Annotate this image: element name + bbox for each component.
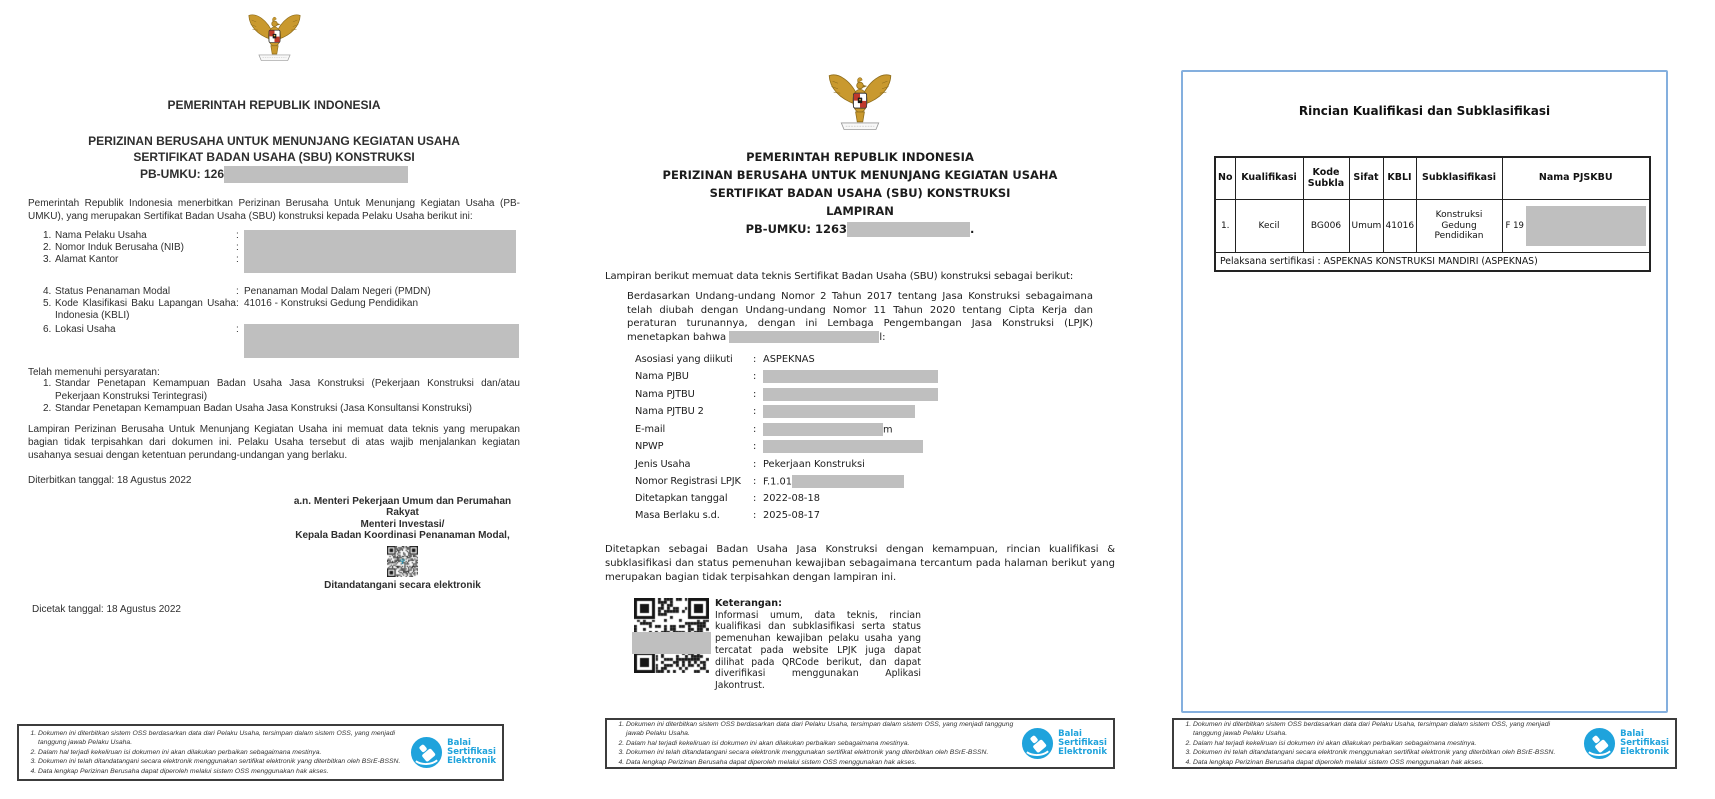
- issued-date: Diterbitkan tanggal: 18 Agustus 2022: [28, 474, 192, 486]
- field-row-nama-pjbu: Nama PJBU :: [605, 370, 1115, 384]
- oss-footer-note: [17, 724, 504, 781]
- cell-no: 1.: [1215, 200, 1235, 253]
- garuda-emblem-icon: [605, 66, 1115, 138]
- page1-title-line1: PERIZINAN BERUSAHA UNTUK MENUNJANG KEGIATAN USAHA: [88, 134, 460, 148]
- col-header-nama-pjskbu: Nama PJSKBU: [1502, 157, 1650, 200]
- field-row-status-penanaman-modal: 4. Status Penanaman Modal : Penanaman Modal Dalam Negeri (PMDN): [43, 286, 431, 298]
- printed-date: Dicetak tanggal: 18 Agustus 2022: [32, 604, 181, 616]
- page1-agency-heading: PEMERINTAH REPUBLIK INDONESIA: [167, 98, 381, 112]
- col-header-kbli: KBLI: [1383, 157, 1416, 200]
- footer-note: 3. Dokumen ini telah ditandatangani secara elektronik menggunakan sertifikat elektronik yang diterbitkan oleh BSrE-BSSN.: [626, 748, 1015, 758]
- footer-note: 1. Dokumen ini diterbitkan sistem OSS berdasarkan data dari Pelaku Usaha, tersimpan dalam sistem OSS, yang menjadi tanggung jawab Pelaku Usaha.: [1193, 720, 1577, 739]
- keterangan-body: Informasi umum, data teknis, rincian kualifikasi dan subklasifikasi serta status pemenuhan kewajiban pelaku usaha yang tercatat pada website LPJK juga dapat dilihat pada QRCode berikut, dan dapat diverifikasi menggunakan Aplikasi Jakontrust.: [715, 609, 921, 692]
- requirements-heading: Telah memenuhi persyaratan:: [28, 367, 160, 379]
- signature-qr-code: [387, 546, 418, 577]
- redaction-box: [244, 230, 516, 242]
- field-row-lokasi-usaha: 6. Lokasi Usaha :: [28, 324, 520, 358]
- balai-sertifikasi-logo: Balai Sertifikasi Elektronik: [410, 736, 496, 769]
- footer-note: 3. Dokumen ini telah ditandatangani secara elektronik menggunakan sertifikat elektronik yang diterbitkan oleh BSrE-BSSN.: [1193, 748, 1577, 758]
- signature-authority-line2: Menteri Investasi/: [360, 518, 445, 530]
- cell-kualifikasi: Kecil: [1235, 200, 1303, 253]
- oss-footer-note: [1172, 718, 1677, 769]
- oss-footer-note: [605, 718, 1115, 769]
- field-row-nomor-registrasi-lpjk: Nomor Registrasi LPJK : F.1.01: [605, 475, 1115, 489]
- field-row-nama-pjtbu-2: Nama PJTBU 2 :: [605, 405, 1115, 419]
- footer-notes-list: [613, 720, 1015, 768]
- pelaksana-sertifikasi-note: Pelaksana sertifikasi : ASPEKNAS KONSTRUKSI MANDIRI (ASPEKNAS): [1215, 253, 1650, 272]
- page2-field-list: [605, 353, 1115, 522]
- cell-kode-subkla: BG006: [1303, 200, 1349, 253]
- page2-title-line1: PERIZINAN BERUSAHA UNTUK MENUNJANG KEGIATAN USAHA: [662, 168, 1058, 182]
- field-row-nib: 2. Nomor Induk Berusaha (NIB) :: [28, 242, 520, 254]
- field-row-nama-pjtbu: Nama PJTBU :: [605, 388, 1115, 402]
- lpjk-qr-code: [634, 598, 709, 673]
- signature-authority-line1: a.n. Menteri Pekerjaan Umum dan Perumahan Rakyat: [293, 495, 512, 519]
- stamp-icon: [1021, 727, 1054, 760]
- garuda-emblem-icon: [28, 10, 520, 65]
- table-header-row: [1215, 157, 1650, 200]
- col-header-sifat: Sifat: [1349, 157, 1383, 200]
- keterangan-block: [715, 598, 921, 692]
- signature-authority-line3: Kepala Badan Koordinasi Penanaman Modal,: [295, 530, 510, 542]
- page-sbu-certificate: [28, 0, 520, 615]
- field-row-masa-berlaku: Masa Berlaku s.d. : 2025-08-17: [635, 510, 820, 521]
- cell-subklasifikasi: Konstruksi Gedung Pendidikan: [1416, 200, 1502, 253]
- redaction-box: [632, 632, 711, 655]
- cell-nama-pjskbu: F 19: [1502, 200, 1650, 253]
- lpjk-qr-block: [634, 598, 1115, 692]
- page1-intro-paragraph: Pemerintah Republik Indonesia menerbitkan Perizinan Berusaha Untuk Menunjang Kegiatan Usaha (PB-UMKU), yang merupakan Sertifikat Badan Usaha (SBU) konstruksi kepada Pelaku Usaha berikut ini:: [28, 198, 520, 223]
- field-row-alamat-kantor: 3. Alamat Kantor :: [28, 254, 520, 273]
- field-row-nama-pelaku-usaha: 1. Nama Pelaku Usaha :: [28, 230, 520, 242]
- page1-field-list: [28, 230, 520, 358]
- page1-title-line2: SERTIFIKAT BADAN USAHA (SBU) KONSTRUKSI: [133, 150, 415, 164]
- page3-title: Rincian Kualifikasi dan Subklasifikasi: [1298, 104, 1551, 118]
- keterangan-title: Keterangan:: [715, 598, 782, 609]
- redaction-box: [763, 388, 938, 401]
- field-row-kbli: 5. Kode Klasifikasi Baku Lapangan Usaha Indonesia (KBLI) : 41016 - Konstruksi Gedung Pendidikan: [43, 298, 419, 322]
- page2-title-line3: LAMPIRAN: [826, 204, 894, 218]
- page2-legal-paragraph: Berdasarkan Undang-undang Nomor 2 Tahun 2017 tentang Jasa Konstruksi sebagaimana telah diubah dengan Undang-undang Nomor 11 Tahun 2020 tentang Cipta Kerja dan peraturan turunannya, dengan ini Lembaga Pengembangan Jasa Konstruksi (LPJK) menetapkan bahwa l:: [627, 291, 1093, 343]
- footer-note: 2. Dalam hal terjadi kekeliruan isi dokumen ini akan dilakukan perbaikan sebagaimana mestinya.: [38, 748, 404, 758]
- table-footer-row: [1215, 253, 1650, 272]
- footer-note: 2. Dalam hal terjadi kekeliruan isi dokumen ini akan dilakukan perbaikan sebagaimana mestinya.: [626, 739, 1015, 749]
- page2-pbumku-line: PB-UMKU: 1263 .: [745, 222, 975, 236]
- redaction-box: [763, 405, 915, 418]
- redaction-box: [224, 166, 408, 183]
- redaction-box: [763, 423, 883, 436]
- page1-title: [28, 133, 520, 183]
- col-header-no: No: [1215, 157, 1235, 200]
- redaction-box: [763, 440, 923, 453]
- requirements-list: [28, 378, 520, 416]
- page2-title-line2: SERTIFIKAT BADAN USAHA (SBU) KONSTRUKSI: [709, 186, 1011, 200]
- stamp-icon: [410, 736, 443, 769]
- page2-intro-paragraph: Lampiran berikut memuat data teknis Sertifikat Badan Usaha (SBU) konstruksi sebagai berikut:: [605, 271, 1074, 282]
- table-row: [1215, 200, 1650, 253]
- footer-note: 2. Dalam hal terjadi kekeliruan isi dokumen ini akan dilakukan perbaikan sebagaimana mestinya.: [1193, 739, 1577, 749]
- footer-note: 3. Dokumen ini telah ditandatangani secara elektronik menggunakan sertifikat elektronik yang diterbitkan oleh BSrE-BSSN.: [38, 757, 404, 767]
- balai-sertifikasi-logo: Balai Sertifikasi Elektronik: [1021, 727, 1107, 760]
- footer-notes-list: [1180, 720, 1577, 768]
- redaction-box: [244, 254, 516, 273]
- redaction-box: [244, 242, 516, 254]
- redaction-box: [847, 222, 970, 237]
- page-sbu-lampiran: [605, 0, 1115, 692]
- requirement-item: 2. Standar Penetapan Kemampuan Badan Usaha Jasa Konstruksi (Jasa Konsultansi Konstruksi): [43, 403, 472, 415]
- col-header-kode-subkla: Kode Subkla: [1303, 157, 1349, 200]
- redaction-box: [244, 324, 519, 358]
- field-row-asosiasi: Asosiasi yang diikuti : ASPEKNAS: [635, 354, 815, 365]
- kualifikasi-table: [1214, 156, 1651, 272]
- col-header-subklasifikasi: Subklasifikasi: [1416, 157, 1502, 200]
- redaction-box: [763, 370, 938, 383]
- requirement-item: 1. Standar Penetapan Kemampuan Badan Usaha Jasa Konstruksi (Pekerjaan Konstruksi dan/atau Pekerjaan Konstruksi Terintegrasi): [43, 378, 520, 402]
- footer-note: 4. Data lengkap Perizinan Berusaha dapat diperoleh melalui sistem OSS menggunakan hak akses.: [1193, 758, 1577, 768]
- redaction-box: [1526, 206, 1646, 246]
- balai-sertifikasi-logo: Balai Sertifikasi Elektronik: [1583, 727, 1669, 760]
- footer-note: 4. Data lengkap Perizinan Berusaha dapat diperoleh melalui sistem OSS menggunakan hak akses.: [38, 767, 404, 777]
- page-rincian-kualifikasi: [1181, 70, 1668, 713]
- footer-note: 1. Dokumen ini diterbitkan sistem OSS berdasarkan data dari Pelaku Usaha, tersimpan dalam sistem OSS, yang menjadi tanggung jawab Pelaku Usaha.: [626, 720, 1015, 739]
- field-row-npwp: NPWP :: [605, 440, 1115, 454]
- page1-pbumku-line: PB-UMKU: 126: [28, 165, 520, 183]
- page2-closing-paragraph: Ditetapkan sebagai Badan Usaha Jasa Konstruksi dengan kemampuan, rincian kualifikasi & subklasifikasi dan status pemenuhan kewajiban sebagaimana tercantum pada halaman berikut yang merupakan bagian tidak terpisahkan dengan lampiran ini.: [605, 544, 1115, 583]
- redaction-box: [792, 475, 904, 488]
- footer-notes-list: [25, 729, 404, 777]
- field-row-email: E-mail : m: [635, 423, 893, 435]
- bkpm-seal-icon: ♆: [398, 553, 407, 568]
- field-row-jenis-usaha: Jenis Usaha : Pekerjaan Konstruksi: [635, 458, 865, 470]
- col-header-kualifikasi: Kualifikasi: [1235, 157, 1303, 200]
- cell-sifat: Umum: [1349, 200, 1383, 253]
- redaction-box: [729, 331, 879, 343]
- electronic-signature-note: Ditandatangani secara elektronik: [324, 579, 481, 591]
- cell-kbli: 41016: [1383, 200, 1416, 253]
- field-row-ditetapkan-tanggal: Ditetapkan tanggal : 2022-08-18: [635, 493, 820, 504]
- footer-note: 1. Dokumen ini diterbitkan sistem OSS berdasarkan data dari Pelaku Usaha, tersimpan dalam sistem OSS, yang menjadi tanggung jawab Pelaku Usaha.: [38, 729, 404, 748]
- signature-block: [285, 496, 520, 592]
- page1-closing-paragraph: Lampiran Perizinan Berusaha Untuk Menunjang Kegiatan Usaha ini memuat data teknis yang merupakan bagian tidak terpisahkan dari dokumen ini. Pelaku Usaha tersebut di atas wajib menjalankan kegiatan usahanya sesuai dengan ketentuan perundang-undangan yang berlaku.: [28, 423, 520, 461]
- page2-agency-heading: PEMERINTAH REPUBLIK INDONESIA: [746, 150, 974, 164]
- stamp-icon: [1583, 727, 1616, 760]
- page2-title: [605, 148, 1115, 238]
- footer-note: 4. Data lengkap Perizinan Berusaha dapat diperoleh melalui sistem OSS menggunakan hak akses.: [626, 758, 1015, 768]
